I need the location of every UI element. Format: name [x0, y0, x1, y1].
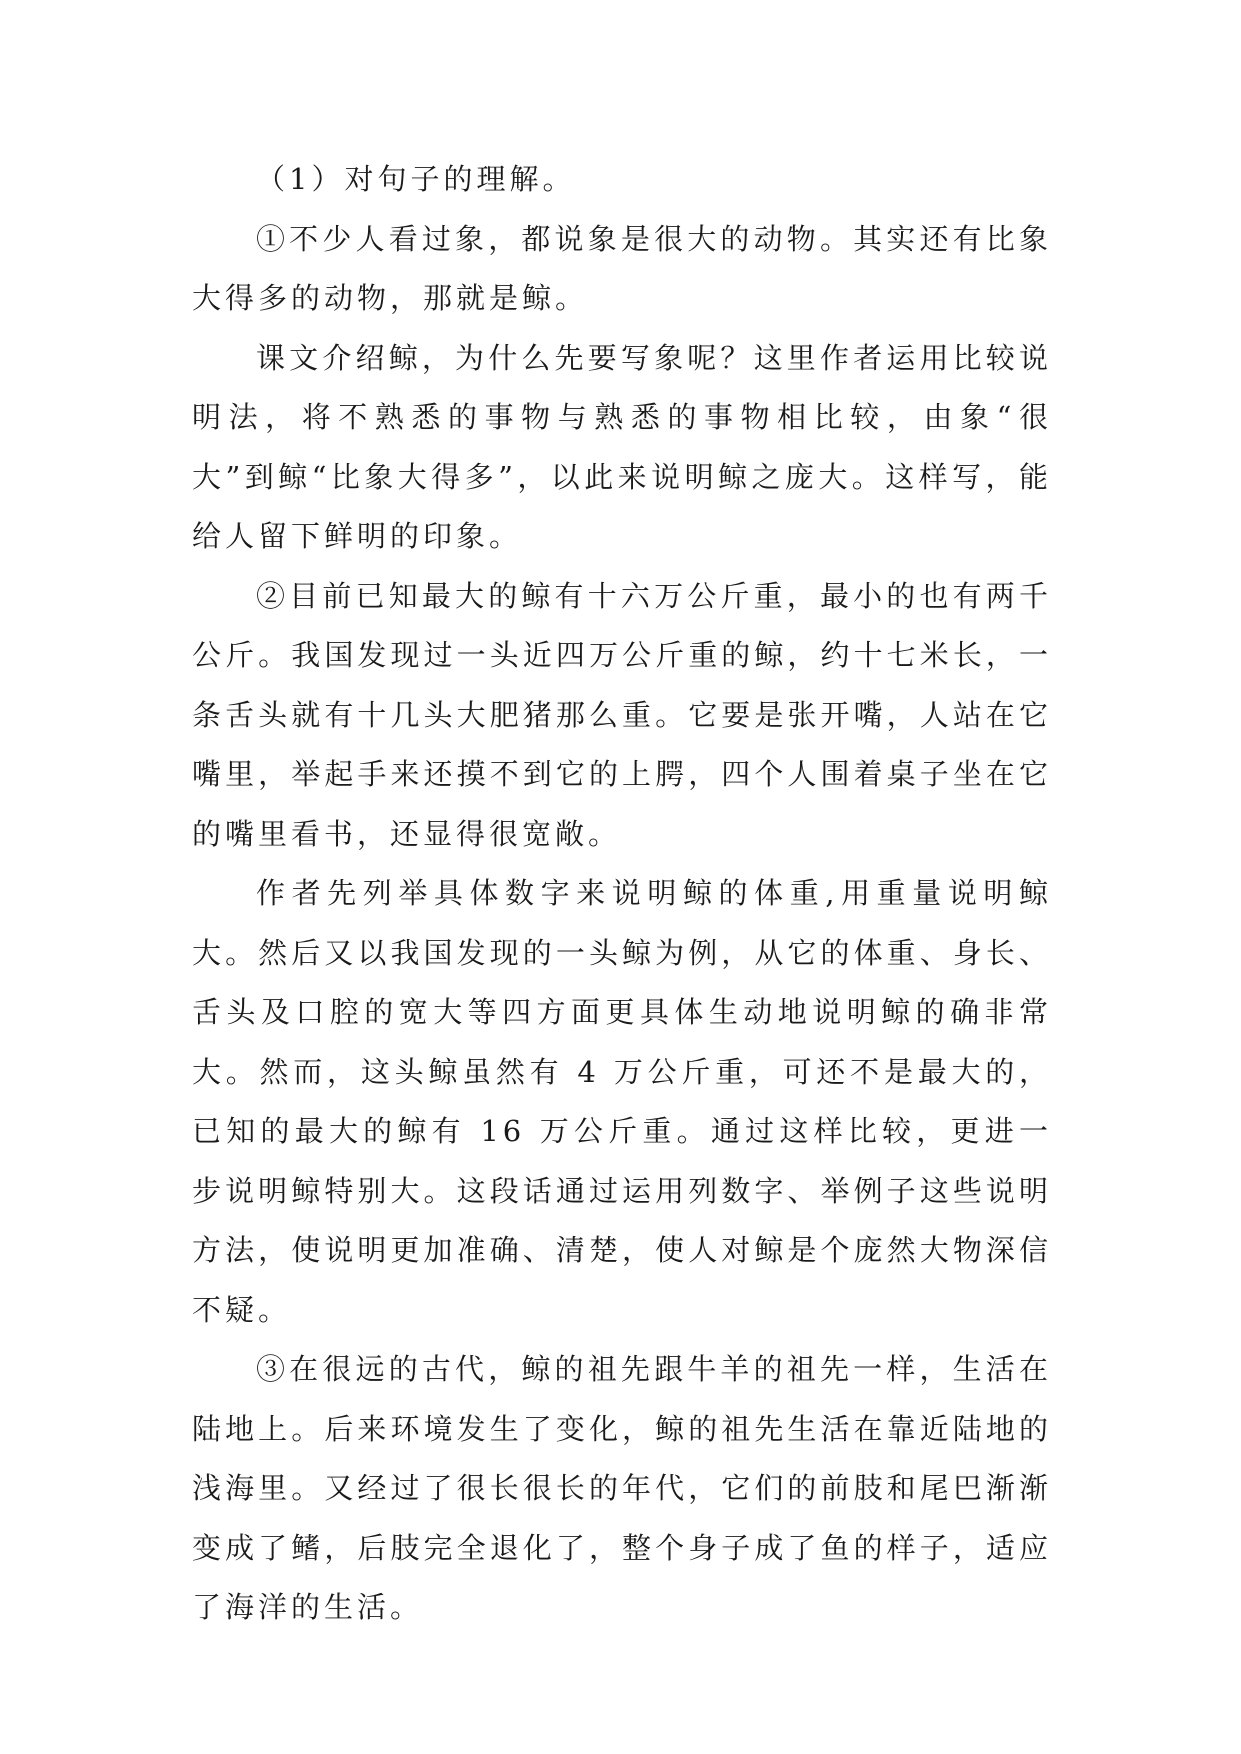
- paragraph-sentence-3: ③在很远的古代，鲸的祖先跟牛羊的祖先一样，生活在陆地上。后来环境发生了变化，鲸的祖先生活在靠近陆地的浅海里。又经过了很长很长的年代，它们的前肢和尾巴渐渐变成了鳍，后肢完全退化了，整个身子成了鱼的样子，适应了海洋的生活。: [192, 1352, 1052, 1624]
- section-heading: （1）对句子的理解。: [256, 162, 576, 196]
- paragraph-sentence-1: ①不少人看过象，都说象是很大的动物。其实还有比象大得多的动物，那就是鲸。: [192, 221, 1052, 315]
- paragraph-analysis-1: 课文介绍鲸，为什么先要写象呢？这里作者运用比较说明法，将不熟悉的事物与熟悉的事物相比较，由象“很大”到鲸“比象大得多”，以此来说明鲸之庞大。这样写，能给人留下鲜明的印象。: [192, 340, 1052, 553]
- paragraph-analysis-2: 作者先列举具体数字来说明鲸的体重,用重量说明鲸大。然后又以我国发现的一头鲸为例，从它的体重、身长、舌头及口腔的宽大等四方面更具体生动地说明鲸的确非常大。然而，这头鲸虽然有 4 万公斤重，可还不是最大的，已知的最大的鲸有 16 万公斤重。通过这样比较，更进一步说明鲸特别大。这段话通过运用列数字、举例子这些说明方法，使说明更加准确、清楚，使人对鲸是个庞然大物深信不疑。: [192, 876, 1052, 1327]
- document-page: [192, 150, 1052, 1638]
- paragraph-sentence-2: ②目前已知最大的鲸有十六万公斤重，最小的也有两千公斤。我国发现过一头近四万公斤重的鲸，约十七米长，一条舌头就有十几头大肥猪那么重。它要是张开嘴，人站在它嘴里，举起手来还摸不到它的上腭，四个人围着桌子坐在它的嘴里看书，还显得很宽敞。: [192, 578, 1052, 851]
